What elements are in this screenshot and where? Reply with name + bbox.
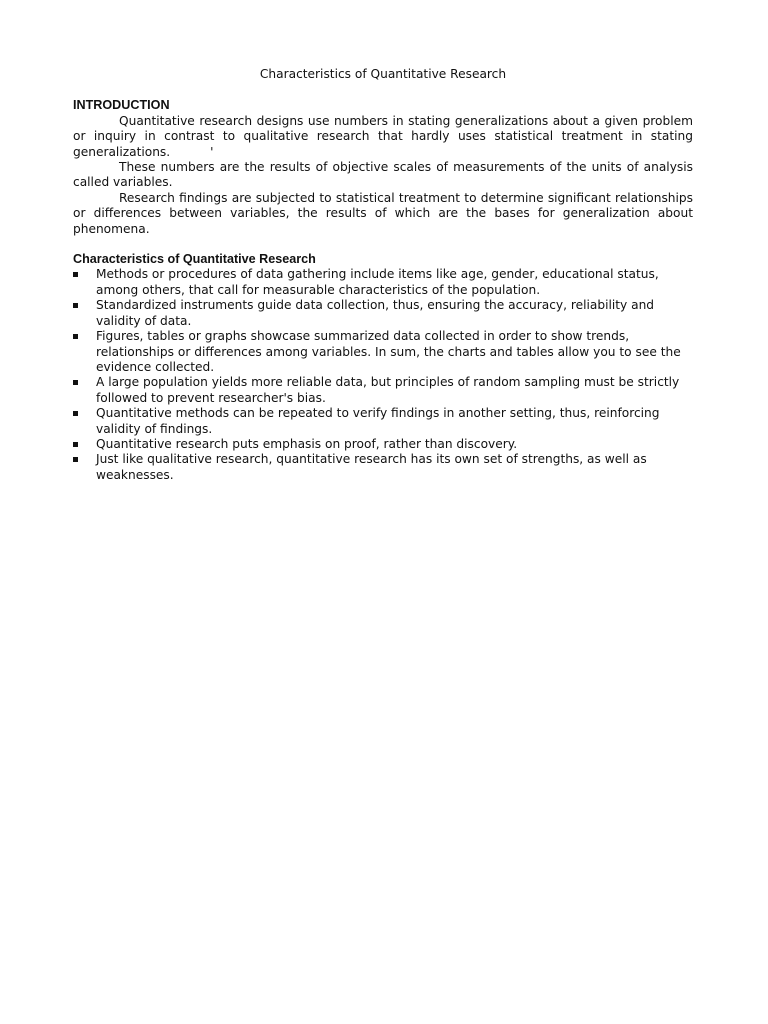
intro-paragraph-1 — [73, 114, 693, 160]
introduction-heading: INTRODUCTION — [73, 98, 170, 113]
square-bullet-icon — [73, 457, 78, 462]
document-title: Characteristics of Quantitative Research — [259, 67, 507, 81]
list-item-text: Just like qualitative research, quantitative research has its own set of strengths, as well as weaknesses. — [96, 452, 647, 482]
list-item-text: Standardized instruments guide data collection, thus, ensuring the accuracy, reliability and validity of data. — [96, 298, 655, 328]
square-bullet-icon — [73, 303, 78, 308]
list-item — [73, 452, 693, 483]
list-item — [73, 406, 693, 437]
list-item-text: Quantitative research puts emphasis on proof, rather than discovery. — [96, 436, 518, 451]
stray-mark: ' — [210, 144, 214, 159]
list-item-text: Methods or procedures of data gathering include items like age, gender, educational status, among others, that call for measurable characteristics of the population. — [96, 267, 659, 297]
square-bullet-icon — [73, 442, 78, 447]
document-page — [73, 67, 693, 483]
list-item — [73, 375, 693, 406]
list-item-text: A large population yields more reliable data, but principles of random sampling must be strictly followed to prevent researcher's bias. — [96, 375, 680, 405]
list-item — [73, 437, 693, 452]
characteristics-heading: Characteristics of Quantitative Research — [73, 252, 316, 267]
characteristics-list — [73, 267, 693, 483]
intro-paragraph-3: Research findings are subjected to statistical treatment to determine significant relationships or differences between variables, the results of which are the bases for generalization about phenomena. — [73, 190, 693, 236]
square-bullet-icon — [73, 411, 78, 416]
section-spacer — [73, 237, 693, 252]
list-item — [73, 329, 693, 375]
square-bullet-icon — [73, 272, 78, 277]
list-item — [73, 298, 693, 329]
square-bullet-icon — [73, 334, 78, 339]
list-item-text: Figures, tables or graphs showcase summarized data collected in order to show trends, relationships or differences among variables. In sum, the charts and tables allow you to see the evidence collected. — [96, 329, 681, 374]
intro-paragraph-1-text: Quantitative research designs use numbers in stating generalizations about a given problem or inquiry in contrast to qualitative research that hardly uses statistical treatment in stating generalizations. — [73, 113, 693, 159]
list-item — [73, 267, 693, 298]
list-item-text: Quantitative methods can be repeated to verify findings in another setting, thus, reinforcing validity of findings. — [96, 406, 660, 436]
intro-paragraph-2: These numbers are the results of objective scales of measurements of the units of analysis called variables. — [73, 160, 693, 190]
square-bullet-icon — [73, 380, 78, 385]
